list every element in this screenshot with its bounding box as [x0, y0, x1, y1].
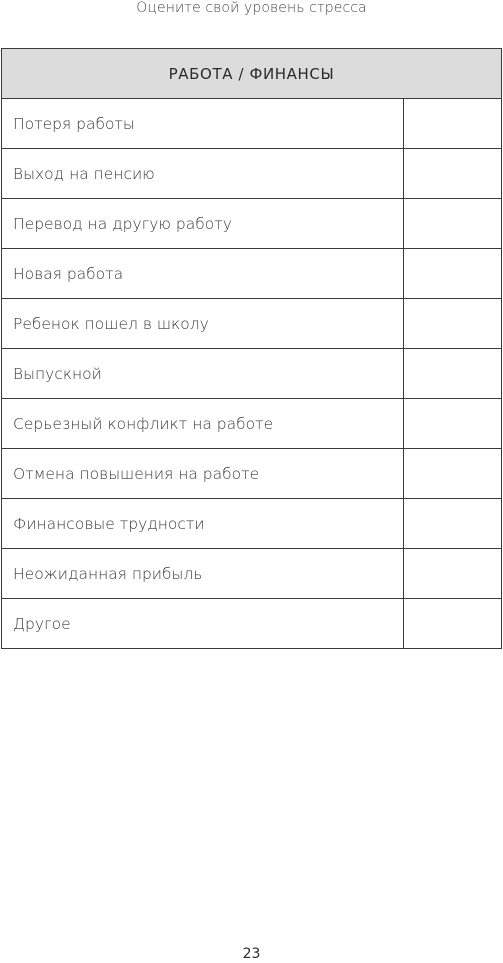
stress-rating-table — [1, 48, 502, 649]
rating-cell[interactable] — [404, 399, 502, 449]
event-label: Выход на пенсию — [2, 149, 404, 199]
table-row — [2, 299, 502, 349]
table-row — [2, 399, 502, 449]
table-row — [2, 349, 502, 399]
rating-cell[interactable] — [404, 199, 502, 249]
rating-cell[interactable] — [404, 299, 502, 349]
rating-cell[interactable] — [404, 99, 502, 149]
event-label: Выпускной — [2, 349, 404, 399]
table-row — [2, 249, 502, 299]
table-row — [2, 99, 502, 149]
event-label: Финансовые трудности — [2, 499, 404, 549]
event-label: Новая работа — [2, 249, 404, 299]
event-label: Серьезный конфликт на работе — [2, 399, 404, 449]
table-section-title: РАБОТА / ФИНАНСЫ — [2, 49, 502, 99]
table-row — [2, 449, 502, 499]
event-label: Отмена повышения на работе — [2, 449, 404, 499]
table-row — [2, 199, 502, 249]
event-label: Потеря работы — [2, 99, 404, 149]
event-label: Перевод на другую работу — [2, 199, 404, 249]
running-head: Оцените свой уровень стресса — [136, 0, 367, 16]
table-row — [2, 549, 502, 599]
event-label: Другое — [2, 599, 404, 649]
table-row — [2, 599, 502, 649]
rating-cell[interactable] — [404, 249, 502, 299]
rating-cell[interactable] — [404, 599, 502, 649]
rating-cell[interactable] — [404, 449, 502, 499]
rating-cell[interactable] — [404, 349, 502, 399]
table-row — [2, 149, 502, 199]
event-label: Неожиданная прибыль — [2, 549, 404, 599]
event-label: Ребенок пошел в школу — [2, 299, 404, 349]
rating-cell[interactable] — [404, 499, 502, 549]
table-header-row — [2, 49, 502, 99]
rating-cell[interactable] — [404, 149, 502, 199]
page-number: 23 — [242, 946, 261, 962]
table-row — [2, 499, 502, 549]
rating-cell[interactable] — [404, 549, 502, 599]
